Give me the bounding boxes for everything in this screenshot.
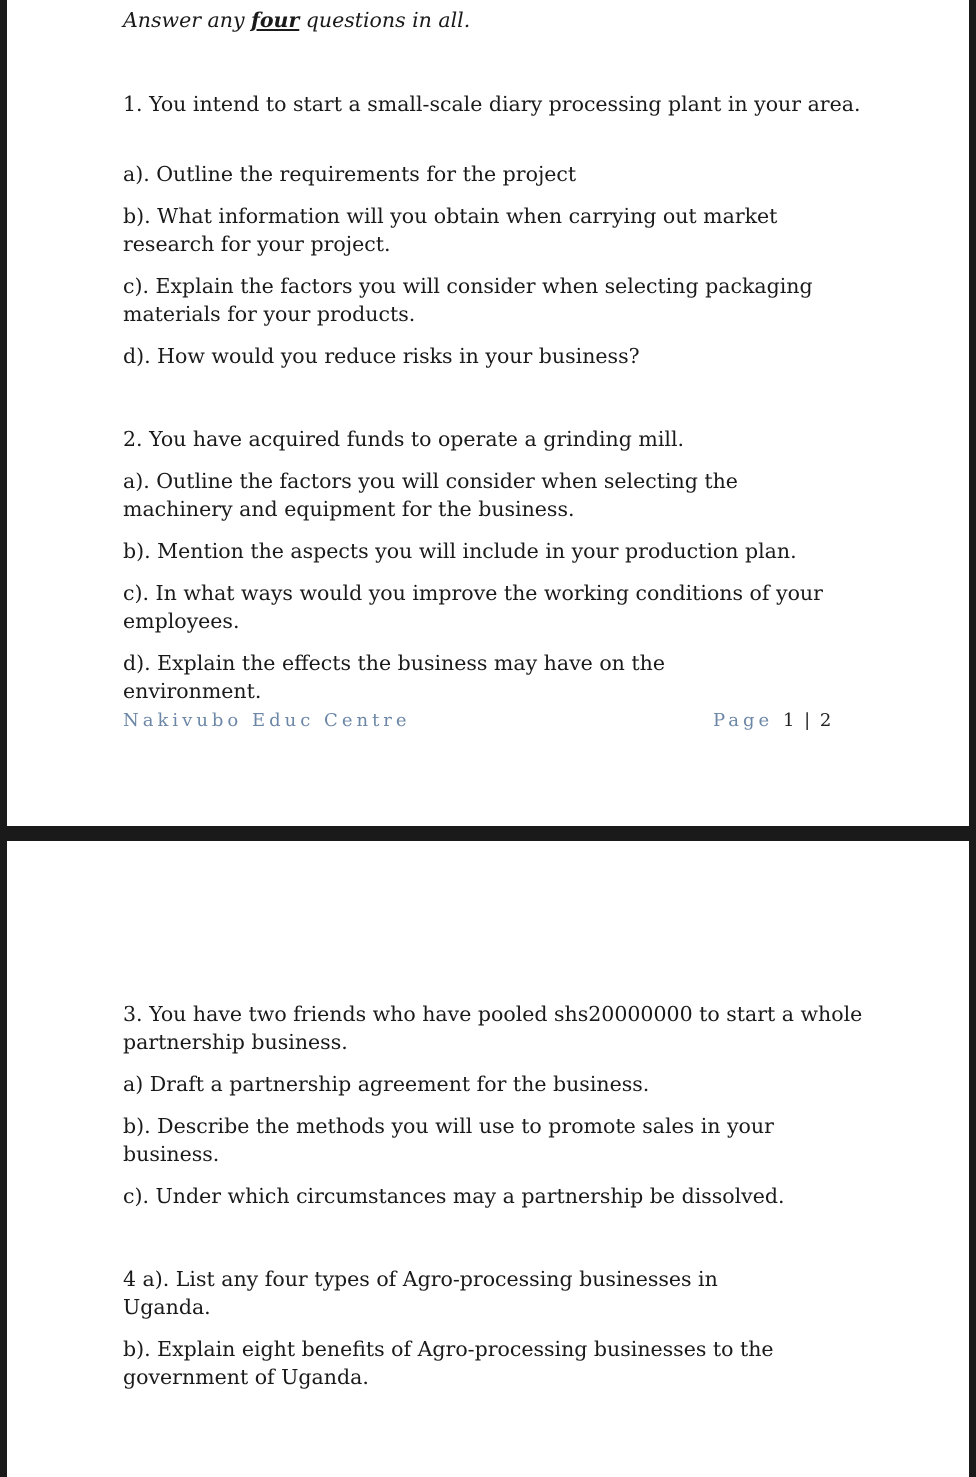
question-2-stem: 2. You have acquired funds to operate a grinding mill. (123, 427, 685, 451)
footer-page-label: Page (713, 710, 774, 731)
question-1d: d). How would you reduce risks in your business? (123, 344, 640, 368)
question-2b: b). Mention the aspects you will include in your production plan. (123, 539, 797, 563)
question-2a: a). Outline the factors you will consider when selecting the machinery and equipment for the business. (123, 469, 738, 521)
question-1b: b). What information will you obtain when carrying out market research for your project. (123, 204, 778, 256)
page-divider (0, 826, 976, 841)
question-3-stem: 3. You have two friends who have pooled shs20000000 to start a whole partnership business. (123, 1002, 863, 1054)
question-3c: c). Under which circumstances may a partnership be dissolved. (123, 1184, 785, 1208)
question-3b: b). Describe the methods you will use to promote sales in your business. (123, 1114, 774, 1166)
question-4a: 4 a). List any four types of Agro-processing businesses in Uganda. (123, 1267, 718, 1319)
question-1c: c). Explain the factors you will consider when selecting packaging materials for your products. (123, 274, 813, 326)
question-1a: a). Outline the requirements for the project (123, 162, 577, 186)
question-2c: c). In what ways would you improve the working conditions of your employees. (123, 581, 823, 633)
instructions: Answer any four questions in all. (123, 8, 471, 32)
instructions-emphasis: four (251, 8, 300, 32)
question-1-stem: 1. You intend to start a small-scale diary processing plant in your area. (123, 92, 861, 116)
footer-school: Nakivubo Educ Centre (123, 710, 411, 731)
question-2d: d). Explain the effects the business may have on the environment. (123, 651, 665, 703)
document-page-2 (7, 841, 969, 1477)
footer-page-number: 1 | 2 (782, 710, 834, 731)
question-3a: a) Draft a partnership agreement for the business. (123, 1072, 650, 1096)
question-4b: b). Explain eight benefits of Agro-processing businesses to the government of Uganda. (123, 1337, 774, 1389)
footer-page-indicator (713, 710, 833, 731)
document-page-1 (7, 0, 969, 826)
